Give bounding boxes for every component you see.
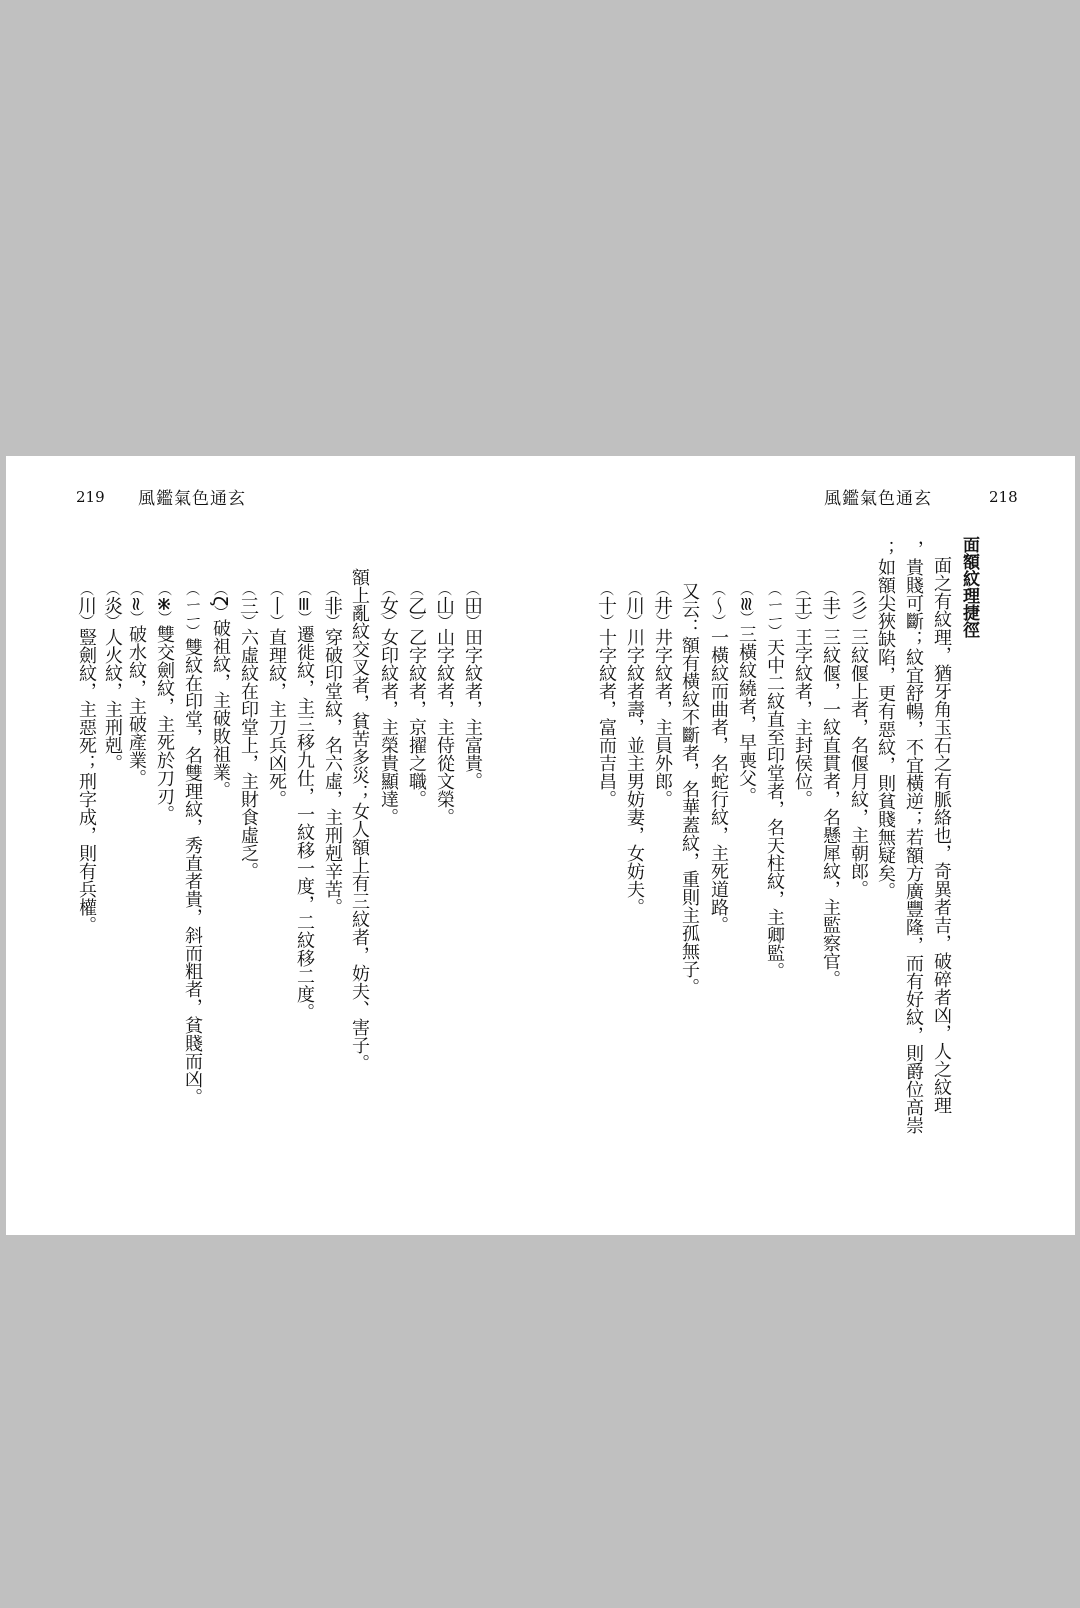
list-item: （田）田字紋者，主富貴。 [461,582,483,790]
line-mark-icon: ㄧㄧ [181,596,203,625]
list-item: （丨）直理紋，主刀兵凶死。 [265,582,287,808]
list-item: （十）十字紋者，富而吉昌。 [595,582,617,808]
line-mark-icon: 丨 [265,596,287,614]
line-mark-icon: ㄧㄧ [763,596,785,625]
list-item: （≈）破水紋，主破產業。 [125,582,147,787]
list-item: （炎）人火紋，主刑剋。 [101,582,123,772]
running-title-left: 風鑑氣色通玄 [138,489,246,509]
intro-line-2: ，貴賤可斷；紋宜舒暢，不宜橫逆；若額方廣豐隆，而有好紋，則爵位高崇 [903,540,924,1134]
line-mark-icon: 女 [377,596,399,614]
list-item: （⋇）雙交劍紋，主死於刀刃。 [153,582,175,823]
line-mark-icon: ⋇ [153,596,175,611]
line-mark-icon: 王 [791,596,813,614]
list-item: （川）豎劍紋，主惡死；刑字成，則有兵權。 [75,582,97,934]
line-mark-icon: ζ [209,596,231,606]
list-item: （丰）三紋偃，一紋直貫者，名懸犀紋，主監察官。 [819,582,841,988]
line-mark-icon: 非 [321,596,343,614]
line-mark-icon: 彡 [847,596,869,614]
line-mark-icon: ≋ [735,596,757,611]
line-mark-icon: 十 [595,596,617,614]
line-mark-icon: ≈ [125,596,147,611]
page-number-right: 218 [989,488,1018,506]
list-item: （ㄧㄧ）雙紋在印堂，名雙理紋，秀直者貴，斜而粗者，貧賤而凶。 [181,582,203,1107]
list-item: 額上亂紋交叉者，貧苦多災；女人額上有三紋者，妨夫、害子。 [349,568,370,1072]
list-item: （ζ）破祖紋，主破敗祖業。 [209,582,231,800]
list-item: （三）六虛紋在印堂上，主財食虛乏。 [237,582,259,880]
list-item: （川）川字紋者壽，並主男妨妻，女妨夫。 [623,582,645,916]
line-mark-icon: 〜 [707,596,729,614]
line-mark-icon: 山 [433,596,455,614]
line-mark-icon: 川 [75,596,97,614]
list-item: （井）井字紋者，主員外郎。 [651,582,673,808]
line-mark-icon: 田 [461,596,483,614]
list-item: （≡）遷徙紋，主三移九仕，一紋移一度，二紋移二度。 [293,582,315,1021]
book-spread [6,456,1075,1235]
line-mark-icon: 川 [623,596,645,614]
line-mark-icon: 乙 [405,596,427,614]
line-mark-icon: 炎 [101,596,123,614]
list-item: （彡）三紋偃上者，名偃月紋，主朝郎。 [847,582,869,898]
list-item: （女）女印紋者，主榮貴顯達。 [377,582,399,826]
line-mark-icon: ≡ [293,596,315,611]
intro-line-1: 面之有紋理，猶牙角玉石之有脈絡也，奇異者吉，破碎者凶，人之紋理 [931,556,952,1114]
list-item: 又云：額有橫紋不斷者，名華蓋紋，重則主孤無子。 [679,582,700,996]
list-item: （山）山字紋者，主侍從文榮。 [433,582,455,826]
intro-line-3: ；如額尖狹缺陷，更有惡紋，則貧賤無疑矣。 [875,540,896,900]
list-item: （≋）三橫紋繞者，早喪父。 [735,582,757,805]
list-item: （王）王字紋者，主封侯位。 [791,582,813,808]
page-number-left: 219 [76,488,105,506]
list-item: （非）穿破印堂紋，名六虛，主刑剋辛苦。 [321,582,343,916]
line-mark-icon: 三 [237,596,259,614]
line-mark-icon: 井 [651,596,673,614]
list-item: （乙）乙字紋者，京擢之職。 [405,582,427,808]
section-heading: 面額紋理捷徑 [959,536,979,638]
list-item: （〜）一橫紋而曲者，名蛇行紋，主死道路。 [707,582,729,934]
line-mark-icon: 丰 [819,596,841,614]
running-title-right: 風鑑氣色通玄 [824,489,932,509]
list-item: （ㄧㄧ）天中二紋直至印堂者，名天柱紋，主卿監。 [763,582,785,981]
